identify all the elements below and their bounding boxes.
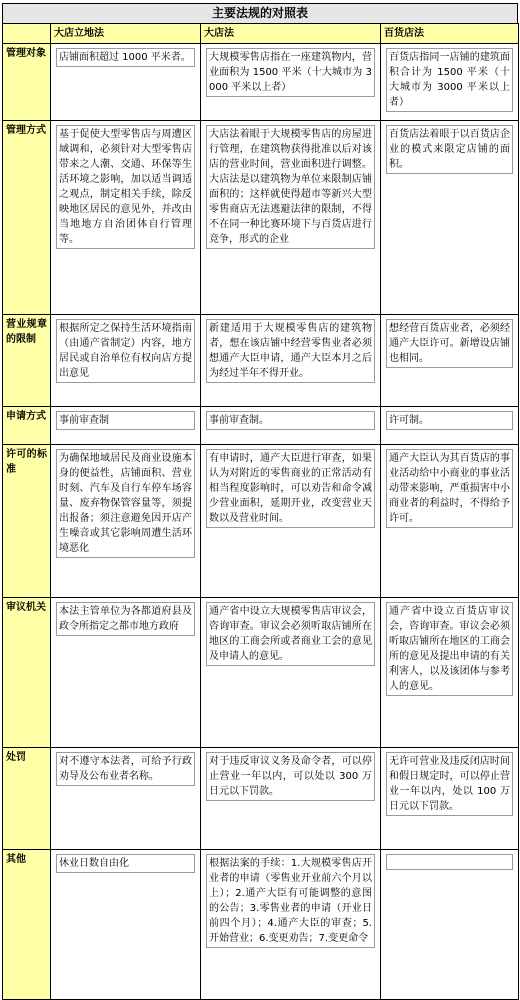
table-cell: 百货店指同一店铺的建筑面积合计为 1500 平米（十大城市为 3000 平米以上者） (381, 44, 519, 121)
table-row (3, 407, 519, 445)
header-department-store-law: 百货店法 (381, 24, 519, 44)
row-label-penalty: 处罚 (3, 748, 51, 850)
table-row (3, 315, 519, 407)
table-cell (381, 850, 519, 1000)
table-cell: 店铺面积超过 1000 平米者。 (51, 44, 201, 121)
row-label-review-body: 审议机关 (3, 598, 51, 748)
table-row (3, 598, 519, 748)
table-cell: 无许可营业及违反闭店时间和假日规定时，可以停止营业一年以内，处以 100 万日元以下罚款。 (381, 748, 519, 850)
table-cell: 许可制。 (381, 407, 519, 445)
row-label-method: 管理方式 (3, 121, 51, 315)
table-cell: 本法主管单位为各都道府县及政令所指定之都市地方政府 (51, 598, 201, 748)
table-cell: 大店法着眼于大规模零售店的房屋进行管理，在建筑物获得批准以后对该店的营业时间，营业面积进行调整。大店法是以建筑物为单位来限制店铺面积的；这样就使得超市等新兴大型零售商店无法逃避法律的限制，不得不在同一种比赛环境下与百货店进行竞争，形式的企业 (201, 121, 381, 315)
table-row (3, 445, 519, 598)
table-cell: 通产大臣认为其百货店的事业活动给中小商业的事业活动带来影响，严重损害中小商业者的利益时，不得给予许可。 (381, 445, 519, 598)
table-cell: 根据法案的手续：1.大规模零售店开业者的申请（零售业开业前六个月以上）；2.通产大臣有可能调整的意图的公告；3.零售业者的申请（开业日前四个月）；4.通产大臣的审查；5.开始营业；6.变更劝告；7.变更命令 (201, 850, 381, 1000)
table-cell: 事前审查制 (51, 407, 201, 445)
table-cell: 新建适用于大规模零售店的建筑物者，想在该店铺中经营零售业者必须想通产大臣申请，通产大臣本月之后为经过半年不得开业。 (201, 315, 381, 407)
comparison-table (2, 23, 519, 1000)
table-row (3, 44, 519, 121)
table-cell: 事前审查制。 (201, 407, 381, 445)
header-row (3, 24, 519, 44)
header-daten-ritchi-law: 大店立地法 (51, 24, 201, 44)
table-cell: 对于违反审议义务及命令者，可以停止营业一年以内，可以处以 300 万日元以下罚款。 (201, 748, 381, 850)
table-cell: 通产省中设立大规模零售店审议会，咨询审查。审议会必须听取店铺所在地区的工商会所或者商业工会的意见及申请人的意见。 (201, 598, 381, 748)
table-cell: 通产省中设立百货店审议会，咨询审查。审议会必须听取店铺所在地区的工商会所的意见及提出申请的有关利害人，以及该团体与参考人的意见。 (381, 598, 519, 748)
header-corner (3, 24, 51, 44)
header-daten-law: 大店法 (201, 24, 381, 44)
row-label-application: 申请方式 (3, 407, 51, 445)
table-cell: 休业日数自由化 (51, 850, 201, 1000)
table-row (3, 121, 519, 315)
table-cell: 有申请时，通产大臣进行审查，如果认为对附近的零售商业的正常活动有相当程度影响时，可以劝告和命令减少营业面积，延期开业，改变营业天数以及营业时间。 (201, 445, 381, 598)
table-cell: 基于促使大型零售店与周遭区域调和，必须针对大型零售店带来之人潮、交通、环保等生活环境之影响，加以适当调适之观点，制定相关手续，除反映地区居民的意见外，并改由当地地方自治团体自行管理等。 (51, 121, 201, 315)
table-title: 主要法规的对照表 (2, 3, 518, 24)
table-cell: 根据所定之保持生活环境指南（由通产省制定）内容，地方居民或自治单位有权向店方提出意见 (51, 315, 201, 407)
table-row (3, 748, 519, 850)
table-row (3, 850, 519, 1000)
table-cell: 百货店法着眼于以百货店企业的模式来限定店铺的面积。 (381, 121, 519, 315)
table-cell: 对不遵守本法者，可给予行政劝导及公布业者名称。 (51, 748, 201, 850)
row-label-target: 管理对象 (3, 44, 51, 121)
table-cell: 想经营百货店业者，必须经通产大臣许可。新增设店铺也相同。 (381, 315, 519, 407)
table-cell: 大规模零售店指在一座建筑物内，营业面积为 1500 平米（十大城市为 3000 平米以上者） (201, 44, 381, 121)
table-cell: 为确保地域居民及商业设施本身的便益性，店铺面积、营业时刻、汽车及自行车停车场容量、废弃物保管容量等，须提出报备；须注意避免因开店产生噪音或其它影响周遭生活环境恶化 (51, 445, 201, 598)
row-label-business-restriction: 营业规章的限制 (3, 315, 51, 407)
row-label-other: 其他 (3, 850, 51, 1000)
row-label-permit-standard: 许可的标准 (3, 445, 51, 598)
